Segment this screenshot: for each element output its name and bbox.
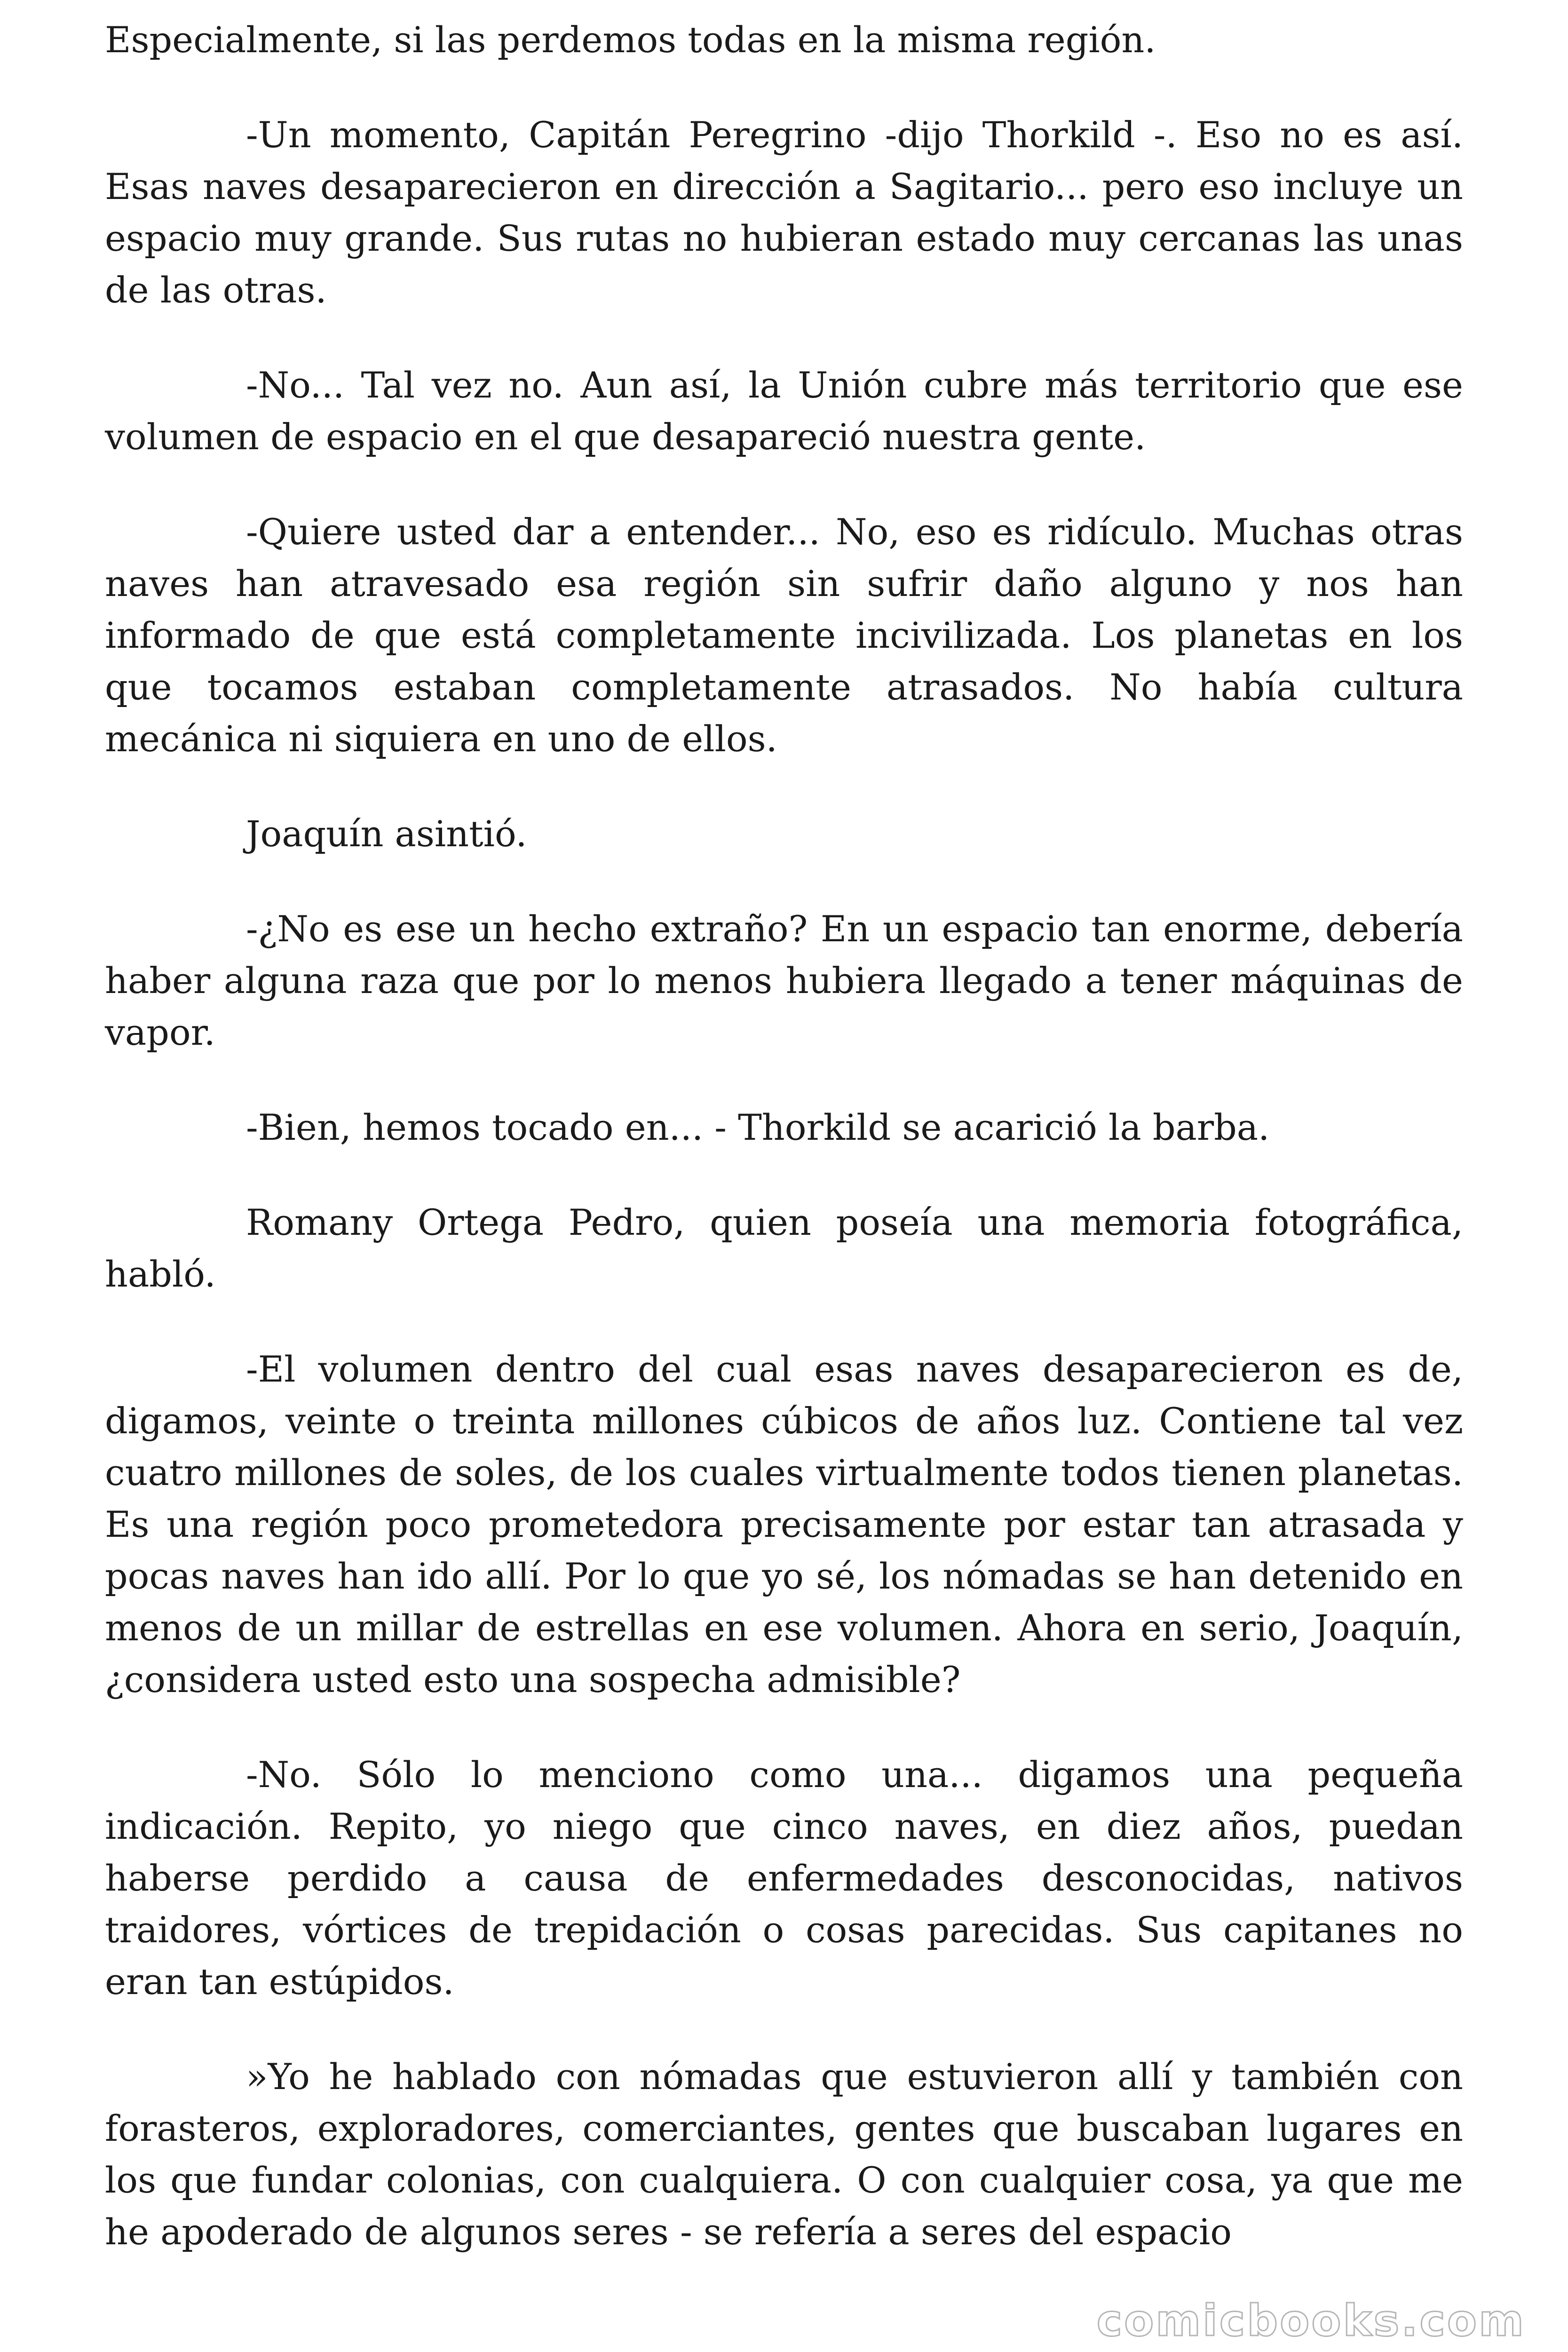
paragraph-9: -El volumen dentro del cual esas naves desaparecieron es de, digamos, veinte o treinta millones cúbicos de años luz. Contiene tal vez cuatro millones de soles, de los cuales virtualmente todos tienen planetas. Es una región poco prometedora precisamente por estar tan atrasada y pocas naves han ido allí. Por lo que yo sé, los nómadas se han detenido en menos de un millar de estrellas en ese volumen. Ahora en serio, Joaquín, ¿considera usted esto una sospecha admisible? (105, 1348, 1463, 1700)
paragraph-11: »Yo he hablado con nómadas que estuvieron allí y también con forasteros, exploradores, comerciantes, gentes que buscaban lugares en los que fundar colonias, con cualquiera. O con cualquier cosa, ya que me he apoderado de algunos seres - se refería a seres del espacio (105, 2056, 1463, 2253)
paragraph-6: -¿No es ese un hecho extraño? En un espacio tan enorme, debería haber alguna raza que por lo menos hubiera llegado a tener máquinas de vapor. (105, 908, 1463, 1053)
paragraph-1: Especialmente, si las perdemos todas en la misma región. (105, 19, 1156, 61)
paragraph-5: Joaquín asintió. (246, 813, 527, 855)
paragraph-3: -No... Tal vez no. Aun así, la Unión cubre más territorio que ese volumen de espacio en el que desapareció nuestra gente. (105, 364, 1463, 458)
paragraph-7: -Bien, hemos tocado en... - Thorkild se acarició la barba. (246, 1106, 1270, 1148)
paragraph-4: -Quiere usted dar a entender... No, eso es ridículo. Muchas otras naves han atravesado esa región sin sufrir daño alguno y nos han informado de que está completamente incivilizada. Los planetas en los que tocamos estaban completamente atrasados. No había cultura mecánica ni siquiera en uno de ellos. (105, 511, 1463, 760)
paragraph-2: -Un momento, Capitán Peregrino -dijo Thorkild -. Eso no es así. Esas naves desaparecieron en dirección a Sagitario... pero eso incluye un espacio muy grande. Sus rutas no hubieran estado muy cercanas las unas de las otras. (105, 114, 1463, 311)
paragraph-10: -No. Sólo lo menciono como una... digamos una pequeña indicación. Repito, yo niego que cinco naves, en diez años, puedan haberse perdido a causa de enfermedades desconocidas, nativos traidores, vórtices de trepidación o cosas parecidas. Sus capitanes no eran tan estúpidos. (105, 1754, 1463, 2002)
document-page (105, 14, 1463, 2258)
watermark: comicbooks.com (1096, 2296, 1526, 2346)
paragraph-8: Romany Ortega Pedro, quien poseía una memoria fotográfica, habló. (105, 1201, 1463, 1295)
